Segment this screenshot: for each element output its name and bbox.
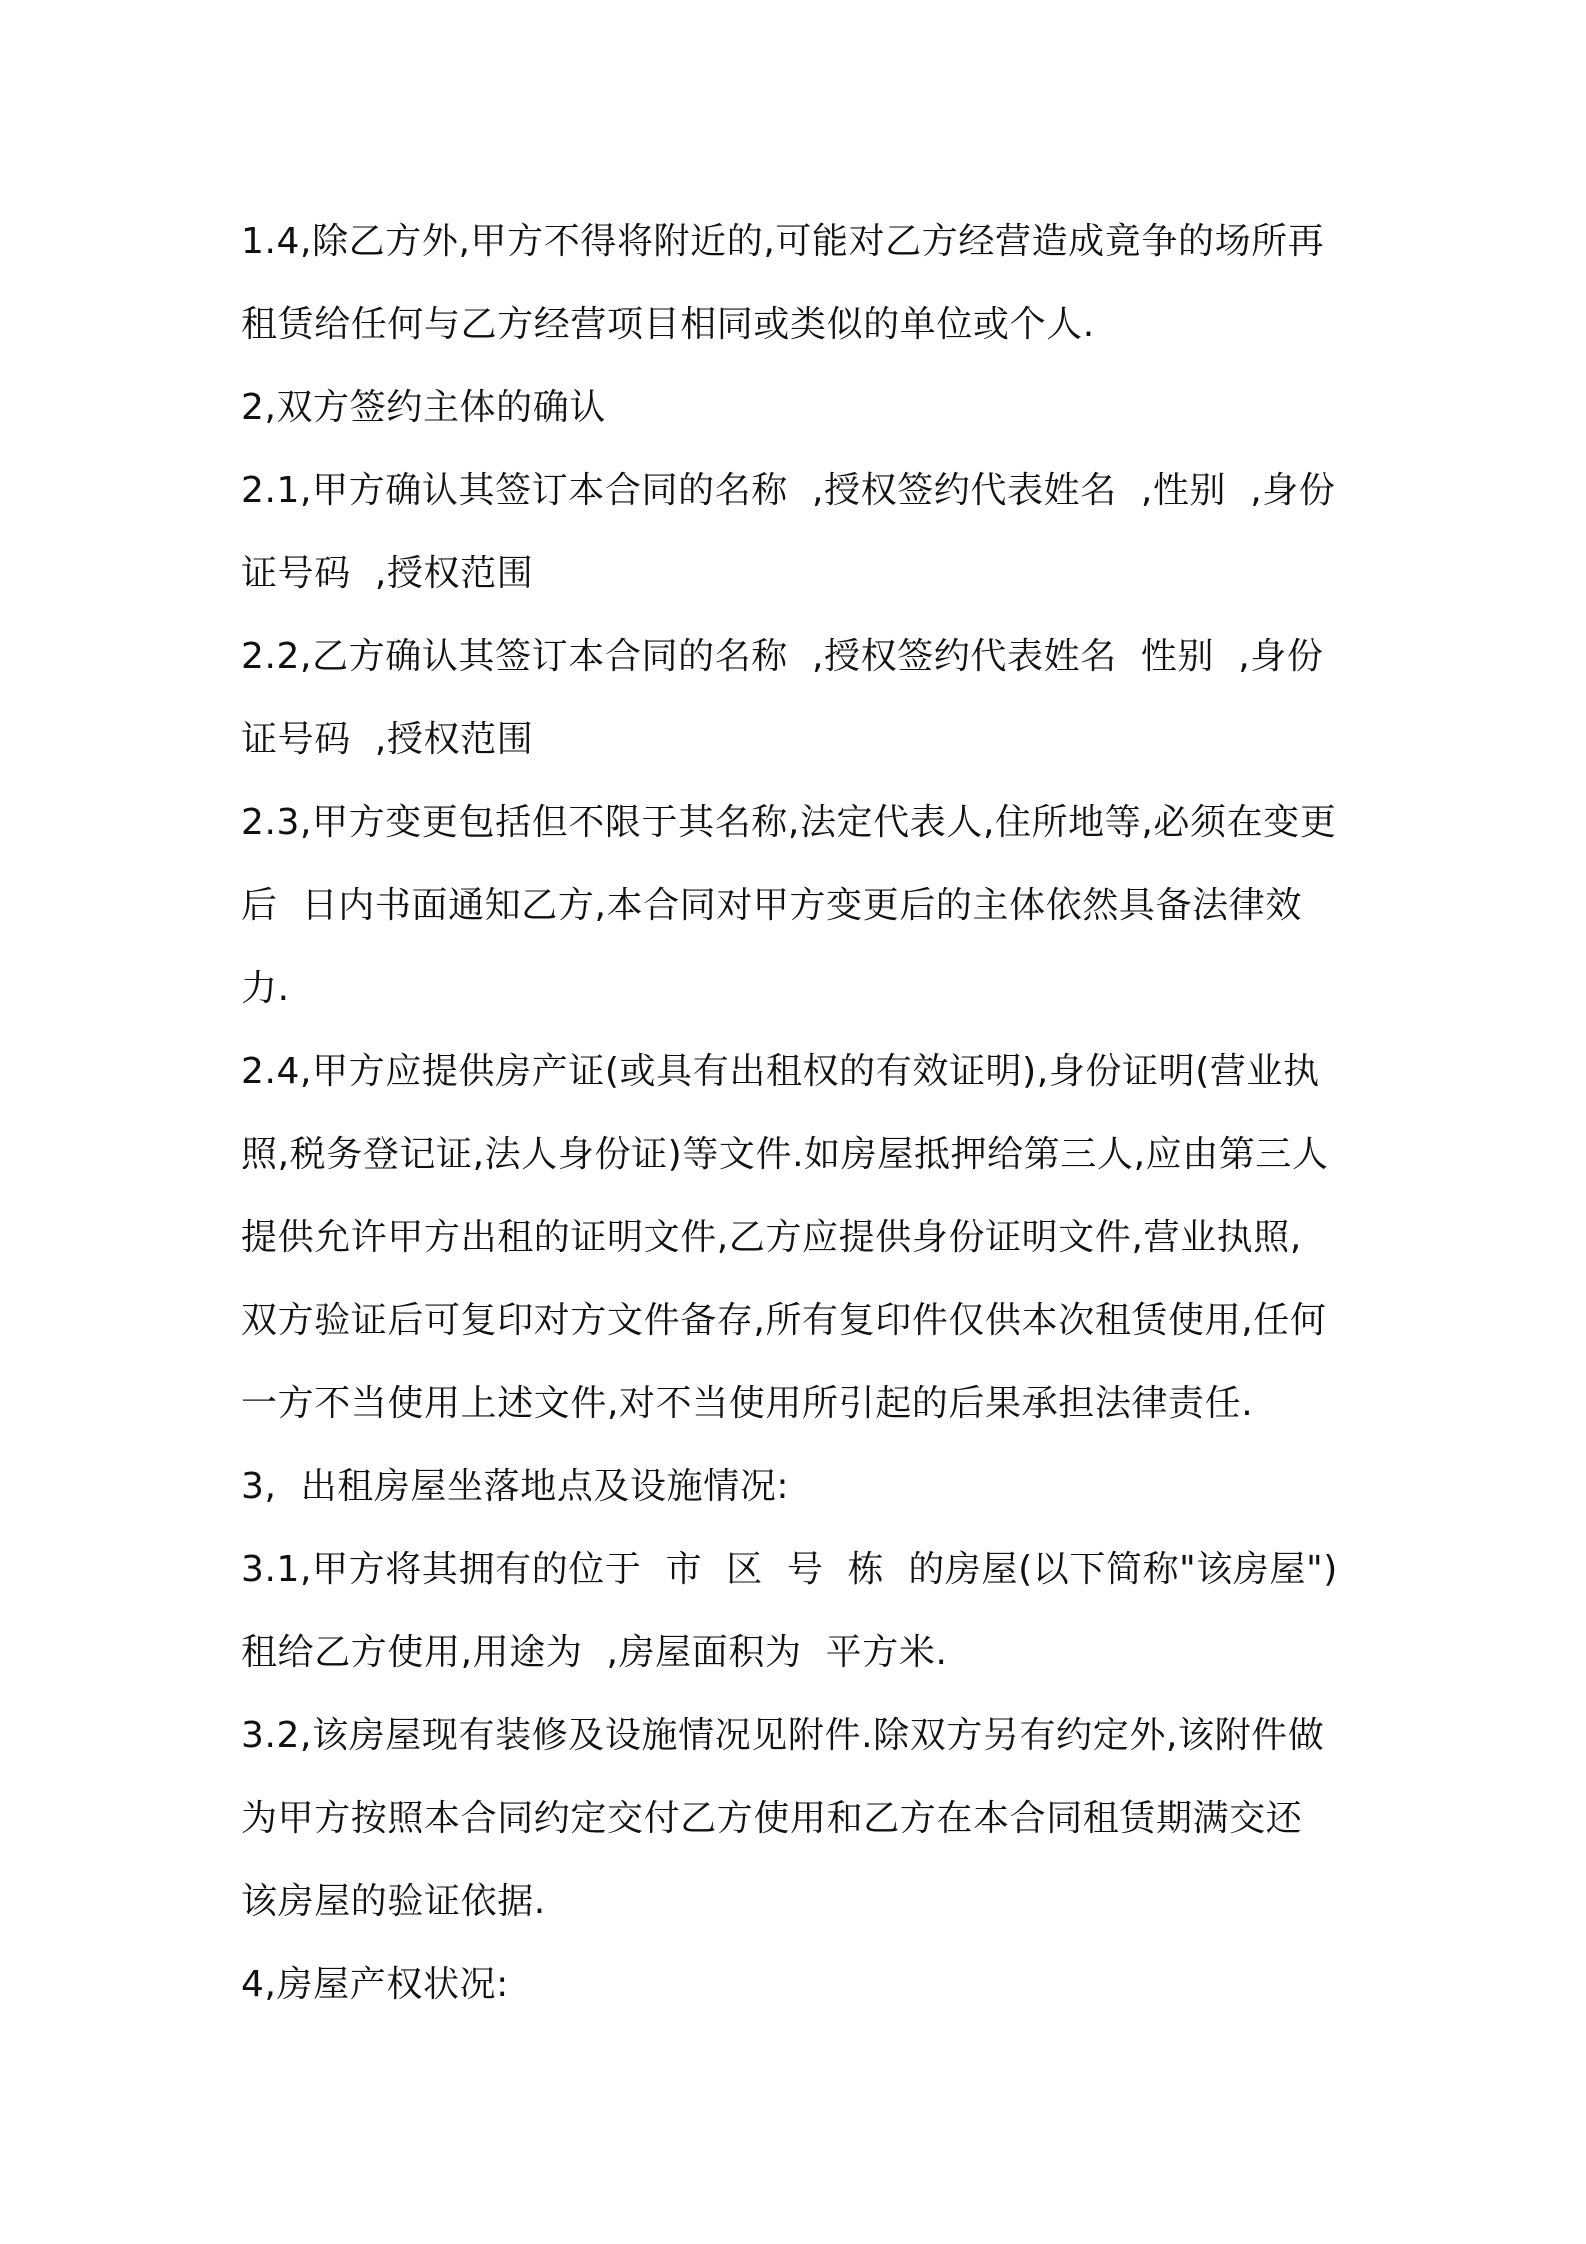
text-line-15: 一方不当使用上述文件,对不当使用所引起的后果承担法律责任. [241, 1383, 1254, 1424]
document-body [241, 200, 1366, 2026]
text-line-21: 该房屋的验证依据. [241, 1881, 546, 1922]
text-line-7: 证号码 ,授权范围 [241, 719, 534, 760]
text-line-3: 2,双方签约主体的确认 [241, 387, 606, 428]
text-line-8: 2.3,甲方变更包括但不限于其名称,法定代表人,住所地等,必须在变更 [241, 802, 1337, 843]
text-line-17: 3.1,甲方将其拥有的位于 市 区 号 栋 的房屋(以下简称"该房屋") [241, 1549, 1338, 1590]
text-line-12: 照,税务登记证,法人身份证)等文件.如房屋抵押给第三人,应由第三人 [241, 1134, 1329, 1175]
text-line-5: 证号码 ,授权范围 [241, 553, 534, 594]
text-line-11: 2.4,甲方应提供房产证(或具有出租权的有效证明),身份证明(营业执 [241, 1051, 1320, 1092]
text-line-2: 租赁给任何与乙方经营项目相同或类似的单位或个人. [241, 304, 1095, 345]
text-line-19: 3.2,该房屋现有装修及设施情况见附件.除双方另有约定外,该附件做 [241, 1715, 1325, 1756]
text-line-18: 租给乙方使用,用途为 ,房屋面积为 平方米. [241, 1632, 948, 1673]
text-line-1: 1.4,除乙方外,甲方不得将附近的,可能对乙方经营造成竟争的场所再 [241, 221, 1325, 262]
text-line-22: 4,房屋产权状况: [241, 1964, 509, 2005]
text-line-9: 后 日内书面通知乙方,本合同对甲方变更后的主体依然具备法律效 [241, 885, 1302, 926]
text-line-20: 为甲方按照本合同约定交付乙方使用和乙方在本合同租赁期满交还 [241, 1798, 1303, 1839]
text-line-16: 3, 出租房屋坐落地点及设施情况: [241, 1466, 790, 1507]
text-line-10: 力. [241, 968, 290, 1009]
text-line-6: 2.2,乙方确认其签订本合同的名称 ,授权签约代表姓名 性别 ,身份 [241, 636, 1324, 677]
text-line-14: 双方验证后可复印对方文件备存,所有复印件仅供本次租赁使用,任何 [241, 1300, 1327, 1341]
text-line-13: 提供允许甲方出租的证明文件,乙方应提供身份证明文件,营业执照, [241, 1217, 1302, 1258]
text-line-4: 2.1,甲方确认其签订本合同的名称 ,授权签约代表姓名 ,性别 ,身份 [241, 470, 1336, 511]
